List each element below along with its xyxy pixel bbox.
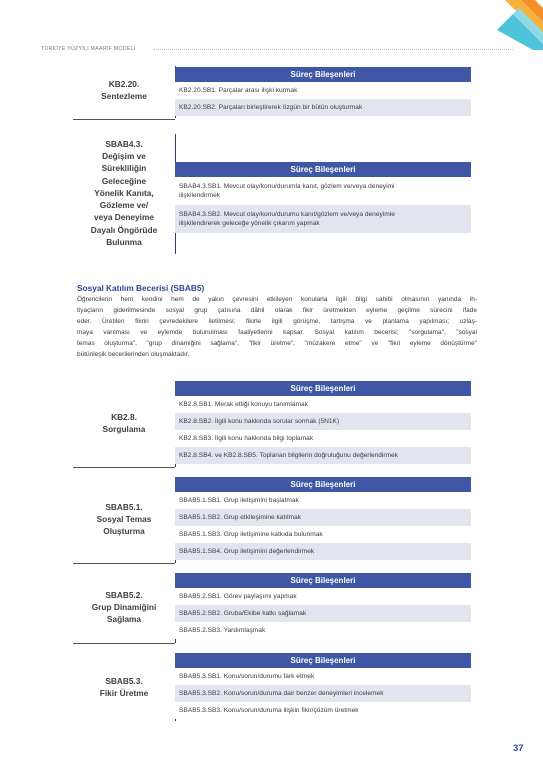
table-header: Süreç Bileşenleri — [175, 67, 471, 82]
skill-name-line: Değişim ve — [102, 151, 146, 162]
paragraph-line: temas oluşturma", "grup dinamiğini sağlama", "fikir üretme", "müzakere etme" ve "fikri eyleme dönüştürme" — [77, 340, 477, 348]
section-title: Sosyal Katılım Becerisi (SBAB5) — [77, 283, 205, 293]
paragraph-line: bütünleşik becerilerinden oluşmaktadır. — [77, 351, 190, 359]
process-table-kb2-8 — [175, 381, 471, 464]
table-row: KB2.8.SB1. Merak ettiği konuyu tanımlamak — [175, 396, 471, 413]
skill-label-sbab5-1 — [73, 478, 175, 560]
table-row: KB2.8.SB2. İlgili konu hakkında sorular sormak (5N1K) — [175, 413, 471, 430]
page-number: 37 — [513, 743, 524, 754]
skill-name-line: Sosyal Temas — [96, 513, 152, 524]
table-row: KB2.20.SB1. Parçalar arası ilişki kurmak — [175, 82, 471, 99]
corner-decoration — [483, 0, 543, 50]
skill-code: SBAB5.3. — [105, 675, 143, 686]
section-paragraph — [77, 294, 477, 361]
header-divider — [153, 49, 513, 50]
skill-name-line: Geleceğine — [101, 175, 147, 186]
skill-label-sbab5-3 — [73, 654, 175, 720]
skill-label-sbab5-2 — [73, 574, 175, 640]
skill-name: Sorgulama — [102, 424, 146, 434]
paragraph-line: tiyaçların giderilmesinde sosyal grup çatısına dâhil olarak fikir üretmekten eyleme geçilme sürecini ifade — [77, 307, 477, 315]
skill-name-line: Oluşturma — [103, 526, 145, 537]
skill-label-sbab4-3 — [73, 132, 175, 254]
skill-code: SBAB5.1. — [105, 501, 143, 512]
table-row: SBAB5.1.SB2. Grup etkileşimine katılmak — [175, 509, 471, 526]
process-table-sbab5-3 — [175, 653, 471, 719]
table-row: SBAB4.3.SB2. Mevcut olay/konu/durumu kanıt/gözlem ve/veya deneyimle ilişkilendirerek geleceğe yönelik çıkarım yapmak — [175, 205, 471, 233]
table-row: SBAB5.1.SB1. Grup iletişimini başlatmak — [175, 492, 471, 509]
block-divider — [73, 643, 175, 644]
skill-label-kb2-8 — [73, 382, 175, 464]
header-title: TÜRKİYE YÜZYILI MAARİF MODELİ — [41, 46, 136, 52]
skill-label-kb2-20 — [73, 66, 175, 114]
table-row: KB2.20.SB2. Parçaları birleştirerek özgün bir bütün oluşturmak — [175, 99, 471, 116]
skill-name-line: Grup Dinamiğini — [91, 601, 157, 612]
paragraph-line: maya varılması ve eylemde bulunulması faaliyetlerini kapsar. Sosyal katılım becerisi; "sorgulama", "sosyal — [77, 329, 477, 337]
block-divider — [73, 119, 175, 120]
table-row: SBAB4.3.SB1. Mevcut olay/konu/durumla kanıt, gözlem ve/veya deneyimi ilişkilendirmek — [175, 177, 471, 205]
table-row: KB2.8.SB4. ve KB2.8.SB5. Toplanan bilgilerin doğruluğunu değerlendirmek — [175, 447, 471, 464]
table-row: SBAB5.2.SB2. Gruba/Ekibe katkı sağlamak — [175, 605, 471, 622]
block-divider — [73, 467, 175, 468]
table-header: Süreç Bileşenleri — [175, 162, 471, 177]
skill-name-line: Gözleme ve/ — [99, 200, 149, 211]
block-divider — [73, 563, 175, 564]
skill-name: Fikir Üretme — [99, 688, 149, 698]
skill-code: KB2.20. — [108, 78, 140, 89]
skill-name-line: veya Deneyime — [94, 212, 154, 223]
table-row: SBAB5.2.SB3. Yardımlaşmak — [175, 622, 471, 639]
skill-code: KB2.8. — [111, 411, 137, 422]
table-row: SBAB5.1.SB4. Grup iletişimini değerlendirmek — [175, 543, 471, 560]
table-row: SBAB5.2.SB1. Görev paylaşımı yapmak — [175, 588, 471, 605]
table-header: Süreç Bileşenleri — [175, 573, 471, 588]
table-row: SBAB5.3.SB1. Konu/sorun/durumu fark etmek — [175, 668, 471, 685]
process-table-sbab5-1 — [175, 477, 471, 560]
skill-code: SBAB5.2. — [105, 589, 143, 600]
skill-code: SBAB4.3. — [105, 139, 143, 150]
table-header: Süreç Bileşenleri — [175, 381, 471, 396]
skill-name-line: Bulunma — [106, 236, 142, 247]
table-row: KB2.8.SB3. İlgili konu hakkında bilgi toplamak — [175, 430, 471, 447]
process-table-sbab5-2 — [175, 573, 471, 639]
table-header: Süreç Bileşenleri — [175, 653, 471, 668]
process-table-kb2-20 — [175, 67, 471, 116]
table-row: SBAB5.3.SB2. Konu/sorun/duruma dair benzer deneyimleri incelemek — [175, 685, 471, 702]
table-header: Süreç Bileşenleri — [175, 477, 471, 492]
skill-name-line: Yönelik Kanıta, — [94, 187, 154, 198]
paragraph-line: eder. Üretilen fikrin çevredekilere iletilmesi; fikirle ilgili görüşme, tartışma ve planlama yapılması; uzlaş- — [77, 318, 477, 326]
skill-name-line: Sürekliliğin — [101, 163, 147, 174]
table-row: SBAB5.3.SB3. Konu/sorun/duruma ilişkin fikir/çözüm üretmek — [175, 702, 471, 719]
process-table-sbab4-3 — [175, 162, 471, 233]
skill-name: Sentezleme — [101, 91, 147, 101]
skill-name-line: Dayalı Öngörüde — [90, 224, 158, 235]
table-row: SBAB5.1.SB3. Grup iletişimine katkıda bulunmak — [175, 526, 471, 543]
skill-name-line: Sağlama — [106, 614, 142, 625]
paragraph-line: Öğrencilerin hem kendini hem de yakın çevresini etkileyen konularla ilgili bilgi sahibi olmasının yanında ih- — [77, 296, 477, 303]
